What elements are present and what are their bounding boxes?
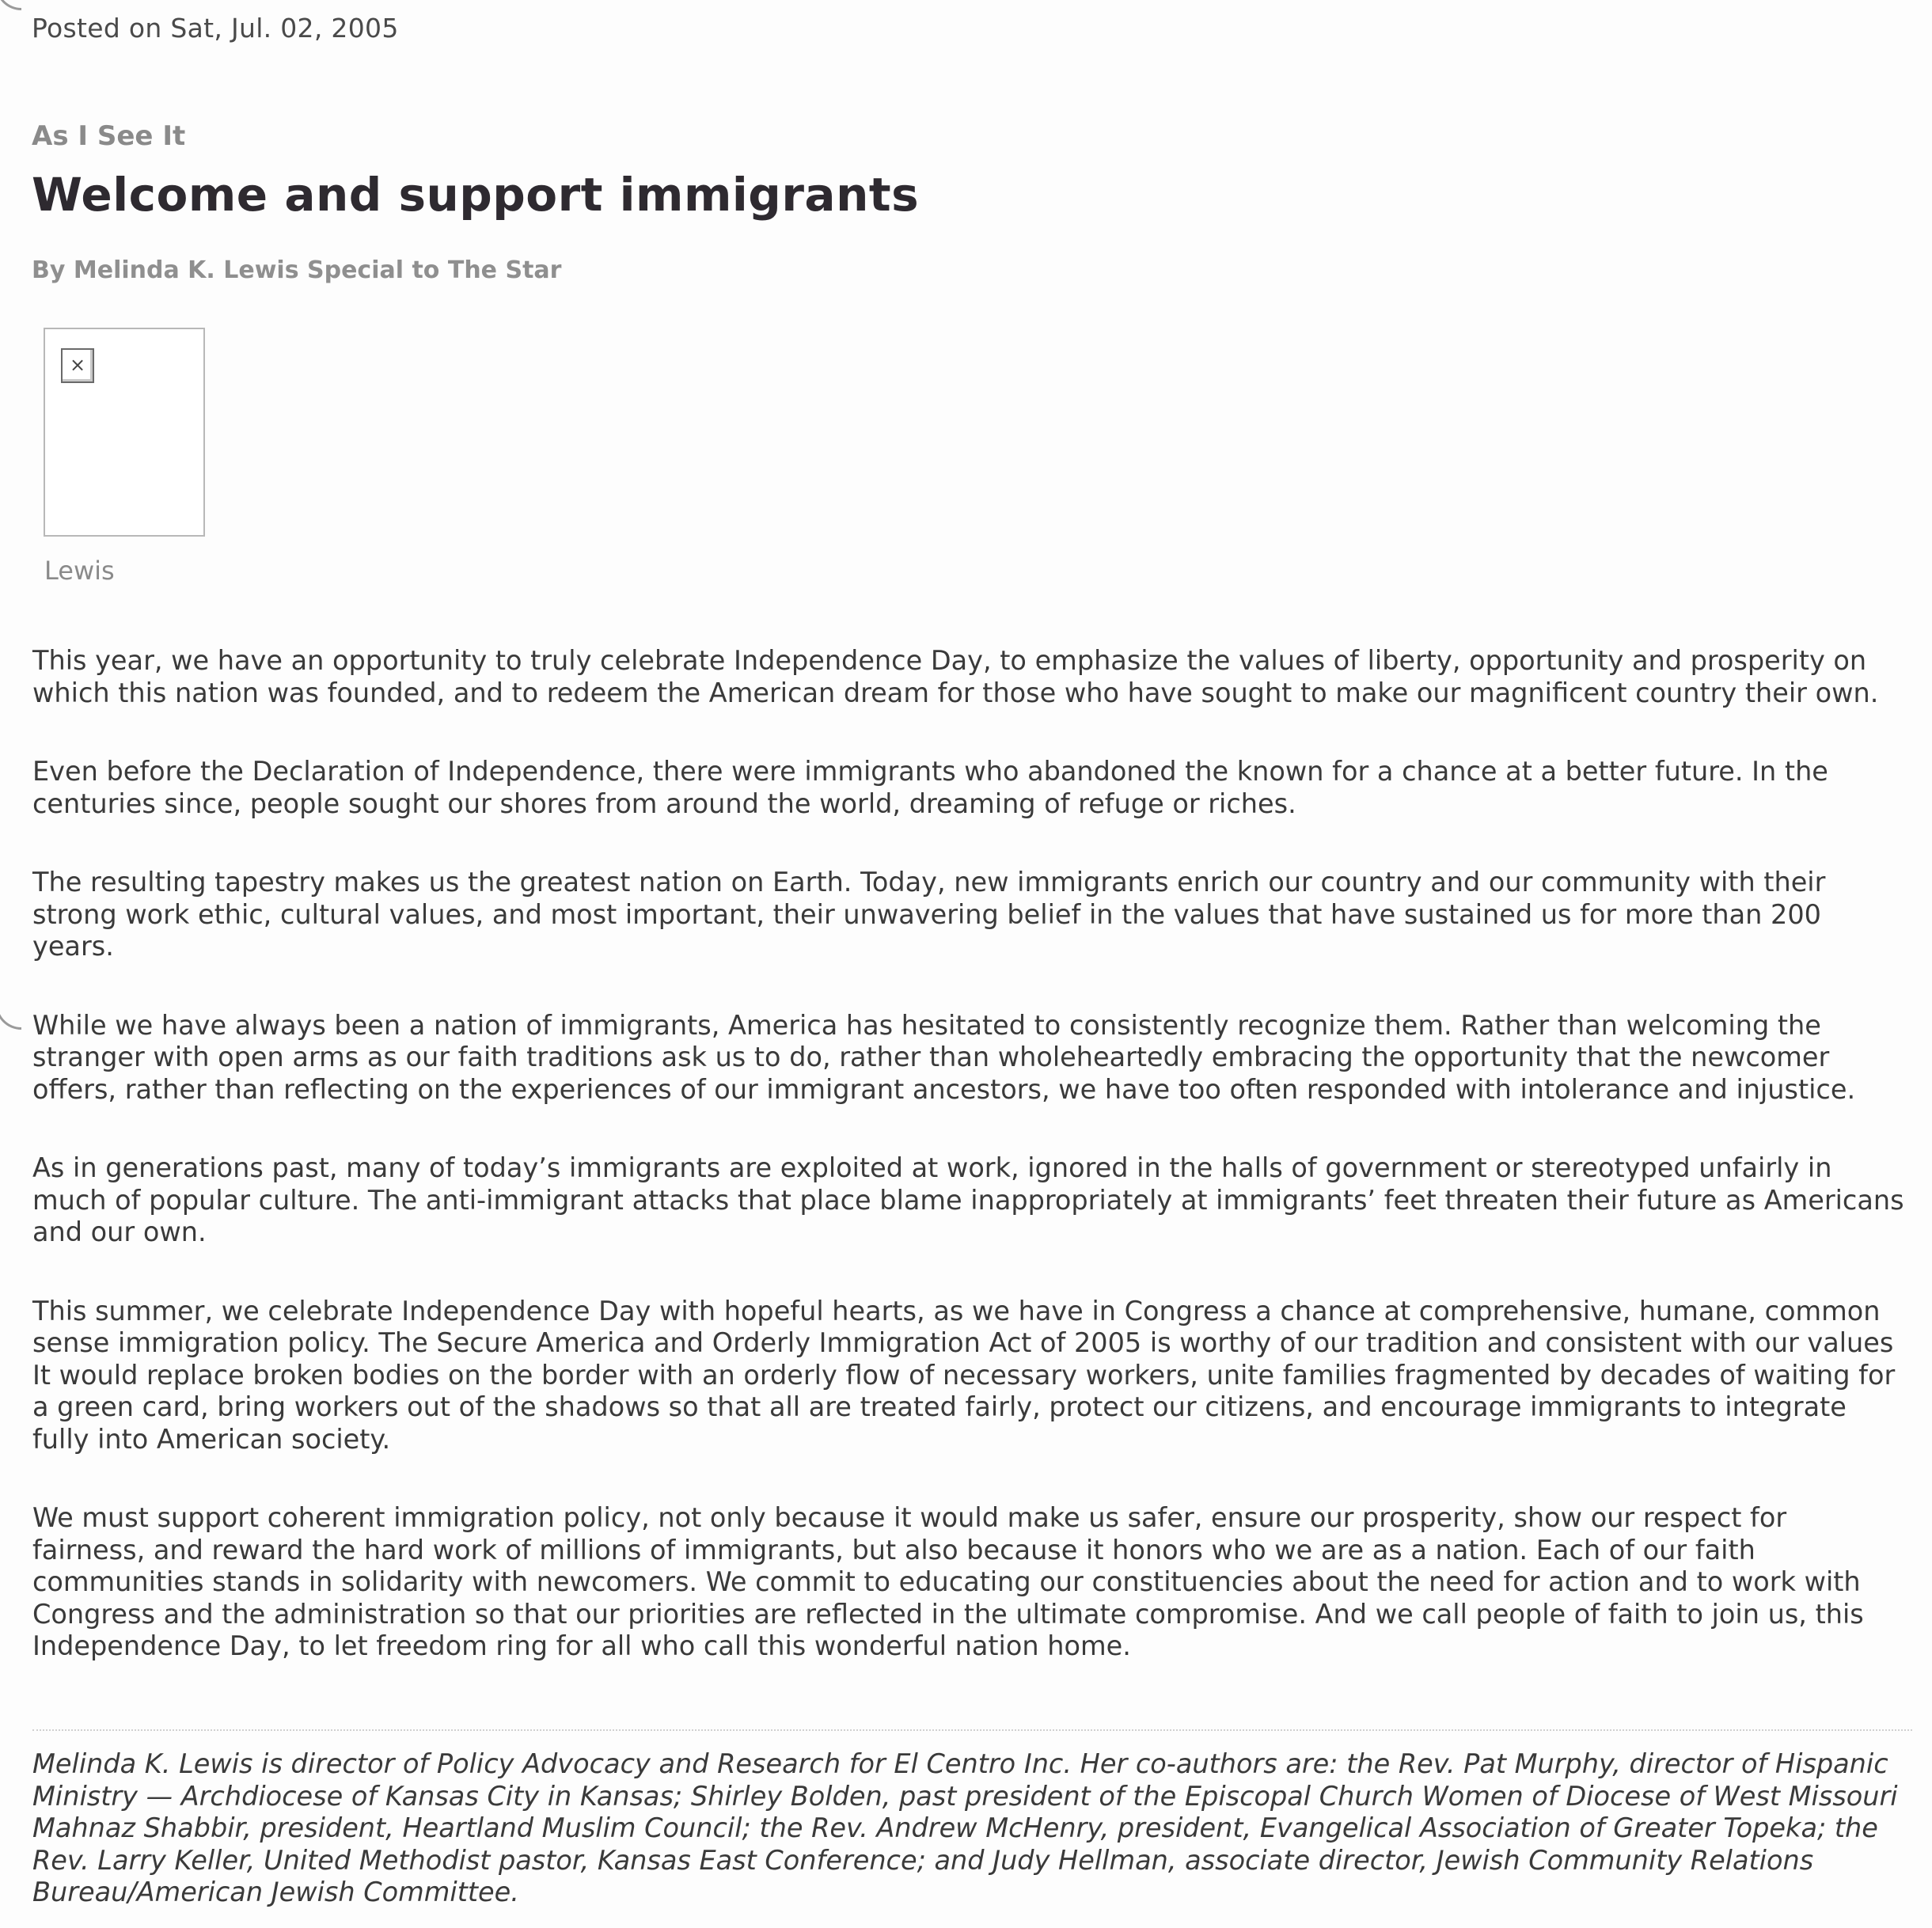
photo-caption: Lewis xyxy=(44,556,115,586)
author-bio: Melinda K. Lewis is director of Policy Advocacy and Research for El Centro Inc. Her co-authors are: the Rev. Pat Murphy, director of Hispanic Ministry — Archdiocese of Kansas City in Kansas; Shirley Bolden, past president of the Episcopal Church Women of Diocese of West Missouri Mahnaz Shabbir, president, Heartland Muslim Council; the Rev. Andrew McHenry, president, Evangelical Association of Greater Topeka; the Rev. Larry Keller, United Methodist pastor, Kansas East Conference; and Judy Hellman, associate director, Jewish Community Relations Bureau/American Jewish Committee. xyxy=(32,1748,1898,1907)
article-body xyxy=(32,645,1924,1710)
byline: By Melinda K. Lewis Special to The Star xyxy=(32,256,562,284)
paragraph-6: This summer, we celebrate Independence Day with hopeful hearts, as we have in Congress a chance at comprehensive, humane, common sense immigration policy. The Secure America and Orderly Immigration Act of 2005 is worthy of our tradition and consistent with our values It would replace broken bodies on the border with an orderly flow of necessary workers, unite families fragmented by decades of waiting for a green card, bring workers out of the shadows so that all are treated fairly, protect our citizens, and encourage immigrants to integrate fully into American society. xyxy=(32,1295,1896,1455)
paragraph-3: The resulting tapestry makes us the greatest nation on Earth. Today, new immigrants enrich our country and our community with their strong work ethic, cultural values, and most important, their unwavering belief in the values that have sustained us for more than 200 years. xyxy=(32,867,1826,962)
paragraph-1: This year, we have an opportunity to truly celebrate Independence Day, to emphasize the values of liberty, opportunity and prosperity on which this nation was founded, and to redeem the American dream for those who have sought to make our magnificent country their own. xyxy=(32,645,1879,708)
section-label: As I See It xyxy=(32,120,186,152)
article-headline: Welcome and support immigrants xyxy=(32,168,920,222)
paragraph-5: As in generations past, many of today’s immigrants are exploited at work, ignored in the halls of government or stereotyped unfairly in much of popular culture. The anti-immigrant attacks that place blame inappropriately at immigrants’ feet threaten their future as Americans and our own. xyxy=(32,1152,1904,1247)
scan-mark-top xyxy=(0,0,21,10)
posted-date: Posted on Sat, Jul. 02, 2005 xyxy=(32,13,399,44)
paragraph-4: While we have always been a nation of immigrants, America has hesitated to consistently recognize them. Rather than welcoming the stranger with open arms as our faith traditions ask us to do, rather than wholeheartedly embracing the opportunity that the newcomer offers, rather than reflecting on the experiences of our immigrant ancestors, we have too often responded with intolerance and injustice. xyxy=(32,1009,1856,1105)
author-photo-placeholder xyxy=(44,328,205,537)
scan-mark-middle xyxy=(0,988,21,1030)
paragraph-2: Even before the Declaration of Independence, there were immigrants who abandoned the known for a chance at a better future. In the centuries since, people sought our shores from around the world, dreaming of refuge or riches. xyxy=(32,756,1828,819)
broken-image-icon: × xyxy=(61,348,94,383)
paragraph-7: We must support coherent immigration policy, not only because it would make us safer, ensure our prosperity, show our respect for fairness, and reward the hard work of millions of immigrants, but also because it honors who we are as a nation. Each of our faith communities stands in solidarity with newcomers. We commit to educating our constituencies about the need for action and to work with Congress and the administration so that our priorities are reflected in the ultimate compromise. And we call people of faith to join us, this Independence Day, to let freedom ring for all who call this wonderful nation home. xyxy=(32,1502,1864,1661)
bio-divider xyxy=(32,1729,1912,1731)
